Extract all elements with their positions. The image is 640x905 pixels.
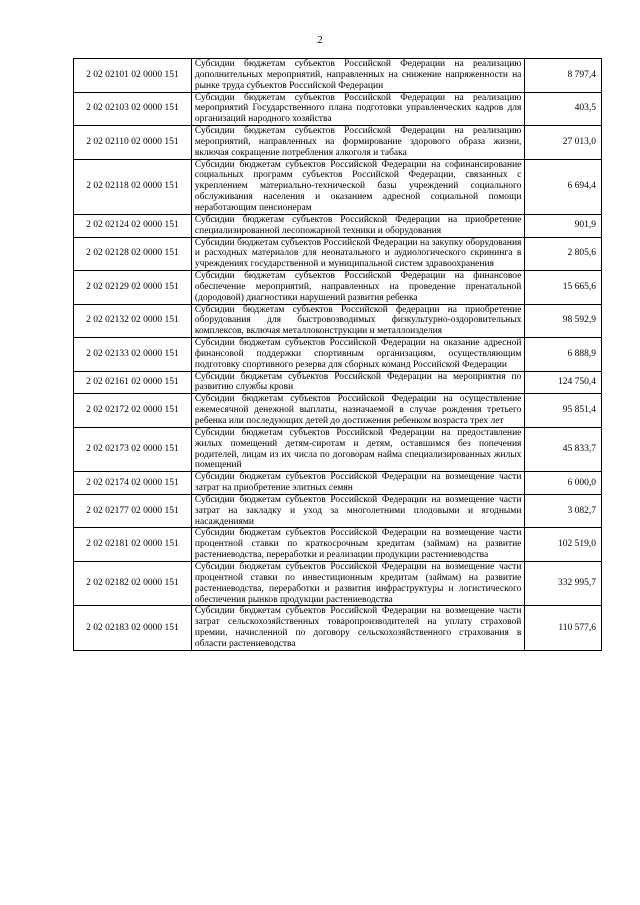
page-number: 2 bbox=[317, 34, 323, 46]
table-row bbox=[74, 271, 602, 305]
amount-cell: 45 833,7 bbox=[525, 427, 602, 471]
description-cell: Субсидии бюджетам субъектов Российской Федерации на реализацию мероприятий, направленных на формирование здорового образа жизни, включая сокращение потребления алкоголя и табака bbox=[191, 126, 525, 160]
budget-code-cell: 2 02 02182 02 0000 151 bbox=[74, 561, 192, 605]
description-cell: Субсидии бюджетам субъектов Российской Федерации на возмещение части процентной ставки по краткосрочным кредитам (займам) на развитие растениеводства, переработки и реализации продукции растениеводства bbox=[191, 528, 525, 562]
amount-cell: 6 000,0 bbox=[525, 472, 602, 495]
table-row bbox=[74, 338, 602, 372]
description-cell: Субсидии бюджетам субъектов Российской Федерации на реализацию мероприятий Государственного плана подготовки управленческих кадров для организаций народного хозяйства bbox=[191, 92, 525, 126]
table-row bbox=[74, 159, 602, 214]
amount-cell: 2 805,6 bbox=[525, 237, 602, 271]
table-row bbox=[74, 126, 602, 160]
budget-code-cell: 2 02 02161 02 0000 151 bbox=[74, 371, 192, 394]
amount-cell: 27 013,0 bbox=[525, 126, 602, 160]
description-cell: Субсидии бюджетам субъектов Российской Федерации на софинансирование социальных программ субъектов Российской Федерации, связанных с укреплением материально-технической базы учреждений социального обслуживания населения и оказанием адресной социальной помощи неработающим пенсионерам bbox=[191, 159, 525, 214]
table-row bbox=[74, 92, 602, 126]
subsidies-table-body bbox=[74, 59, 602, 651]
budget-code-cell: 2 02 02181 02 0000 151 bbox=[74, 528, 192, 562]
budget-code-cell: 2 02 02173 02 0000 151 bbox=[74, 427, 192, 471]
amount-cell: 3 082,7 bbox=[525, 494, 602, 528]
budget-code-cell: 2 02 02129 02 0000 151 bbox=[74, 271, 192, 305]
amount-cell: 15 665,6 bbox=[525, 271, 602, 305]
budget-code-cell: 2 02 02172 02 0000 151 bbox=[74, 394, 192, 428]
table-row bbox=[74, 472, 602, 495]
budget-code-cell: 2 02 02110 02 0000 151 bbox=[74, 126, 192, 160]
description-cell: Субсидии бюджетам субъектов Российской Федерации на возмещение части процентной ставки по инвестиционным кредитам (займам) на развитие растениеводства, переработки и развития инфраструктуры и логистического обеспечения рынков продукции растениеводства bbox=[191, 561, 525, 605]
table-row bbox=[74, 304, 602, 338]
amount-cell: 98 592,9 bbox=[525, 304, 602, 338]
table-row bbox=[74, 561, 602, 605]
amount-cell: 95 851,4 bbox=[525, 394, 602, 428]
amount-cell: 403,5 bbox=[525, 92, 602, 126]
budget-code-cell: 2 02 02101 02 0000 151 bbox=[74, 59, 192, 93]
description-cell: Субсидии бюджетам субъектов Российской Федерации на оказание адресной финансовой поддержки спортивным организациям, осуществляющим подготовку спортивного резерва для сборных команд Российской Федерации bbox=[191, 338, 525, 372]
budget-code-cell: 2 02 02103 02 0000 151 bbox=[74, 92, 192, 126]
budget-code-cell: 2 02 02177 02 0000 151 bbox=[74, 494, 192, 528]
subsidies-table bbox=[73, 58, 602, 651]
description-cell: Субсидии бюджетам субъектов Российской Федерации на мероприятия по развитию службы крови bbox=[191, 371, 525, 394]
budget-code-cell: 2 02 02132 02 0000 151 bbox=[74, 304, 192, 338]
description-cell: Субсидии бюджетам субъектов Российской Федерации на возмещение части затрат на приобретение элитных семян bbox=[191, 472, 525, 495]
budget-code-cell: 2 02 02183 02 0000 151 bbox=[74, 606, 192, 650]
description-cell: Субсидии бюджетам субъектов Российской Федерации на закупку оборудования и расходных материалов для неонатального и аудиологического скрининга в учреждениях государственной и муниципальной систем здравоохранения bbox=[191, 237, 525, 271]
table-row bbox=[74, 59, 602, 93]
description-cell: Субсидии бюджетам субъектов Российской Федерации на финансовое обеспечение мероприятий, направленных на проведение пренатальной (дородовой) диагностики нарушений развития ребенка bbox=[191, 271, 525, 305]
table-row bbox=[74, 606, 602, 650]
budget-code-cell: 2 02 02118 02 0000 151 bbox=[74, 159, 192, 214]
description-cell: Субсидии бюджетам субъектов Российской Федерации на осуществление ежемесячной денежной выплаты, назначаемой в случае рождения третьего ребенка или последующих детей до достижения ребенком возраста трех лет bbox=[191, 394, 525, 428]
table-row bbox=[74, 394, 602, 428]
amount-cell: 6 888,9 bbox=[525, 338, 602, 372]
description-cell: Субсидии бюджетам субъектов Российской федерации на приобретение оборудования для быстровозводимых физкультурно-оздоровительных комплексов, включая металлоконструкции и металлоизделия bbox=[191, 304, 525, 338]
budget-code-cell: 2 02 02124 02 0000 151 bbox=[74, 214, 192, 237]
description-cell: Субсидии бюджетам субъектов Российской Федерации на возмещение части затрат сельскохозяйственных товаропроизводителей на уплату страховой премии, начисленной по договору сельскохозяйственного страхования в области растениеводства bbox=[191, 606, 525, 650]
budget-code-cell: 2 02 02128 02 0000 151 bbox=[74, 237, 192, 271]
table-row bbox=[74, 214, 602, 237]
description-cell: Субсидии бюджетам субъектов Российской Федерации на приобретение специализированной лесопожарной техники и оборудования bbox=[191, 214, 525, 237]
amount-cell: 102 519,0 bbox=[525, 528, 602, 562]
amount-cell: 332 995,7 bbox=[525, 561, 602, 605]
amount-cell: 110 577,6 bbox=[525, 606, 602, 650]
budget-code-cell: 2 02 02174 02 0000 151 bbox=[74, 472, 192, 495]
amount-cell: 124 750,4 bbox=[525, 371, 602, 394]
description-cell: Субсидии бюджетам субъектов Российской Федерации на реализацию дополнительных мероприятий, направленных на снижение напряженности на рынке труда субъектов Российской Федерации bbox=[191, 59, 525, 93]
amount-cell: 8 797,4 bbox=[525, 59, 602, 93]
table-row bbox=[74, 427, 602, 471]
description-cell: Субсидии бюджетам субъектов Российской Федерации на возмещение части затрат на закладку и уход за многолетними плодовыми и ягодными насаждениями bbox=[191, 494, 525, 528]
amount-cell: 901,9 bbox=[525, 214, 602, 237]
table-row bbox=[74, 494, 602, 528]
amount-cell: 6 694,4 bbox=[525, 159, 602, 214]
table-row bbox=[74, 371, 602, 394]
table-row bbox=[74, 528, 602, 562]
description-cell: Субсидии бюджетам субъектов Российской Федерации на предоставление жилых помещений детям-сиротам и детям, оставшимся без попечения родителей, лицам из их числа по договорам найма специализированных жилых помещений bbox=[191, 427, 525, 471]
table-row bbox=[74, 237, 602, 271]
budget-code-cell: 2 02 02133 02 0000 151 bbox=[74, 338, 192, 372]
